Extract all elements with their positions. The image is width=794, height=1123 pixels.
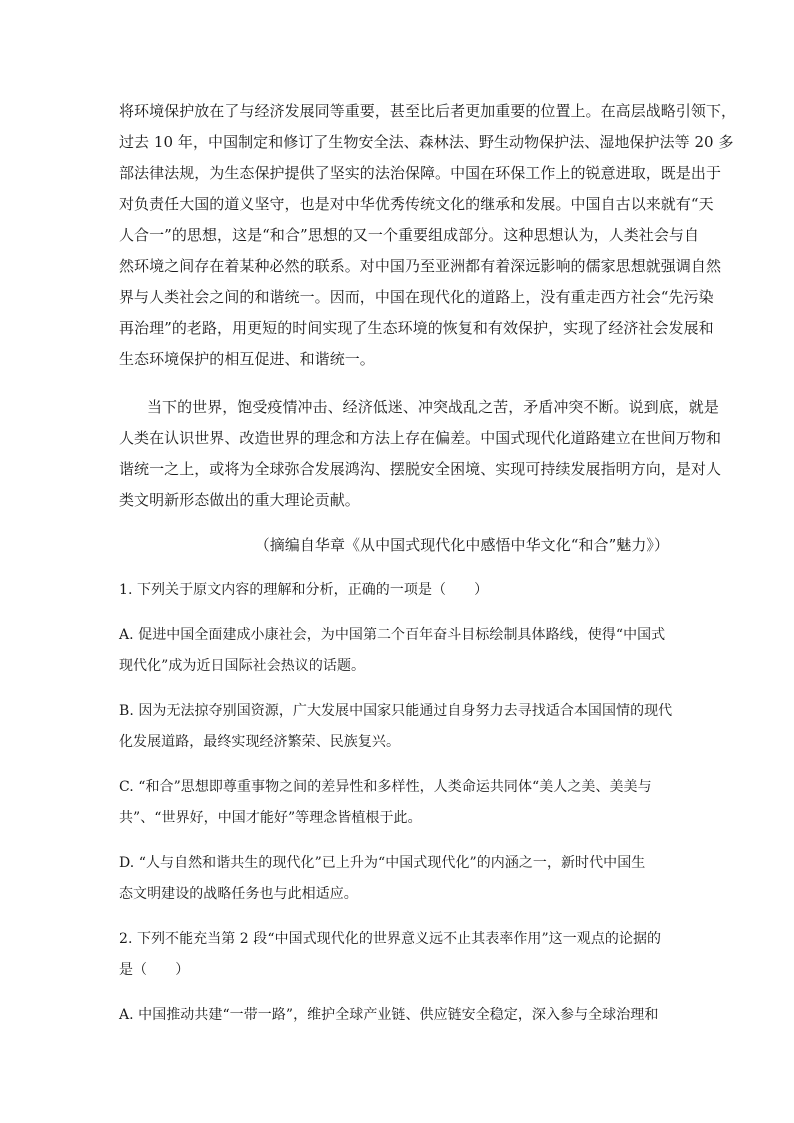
option-line: A. 中国推动共建“一带一路”，维护全球产业链、供应链安全稳定，深入参与全球治理和 [119,1007,659,1023]
question-stem: 是（ ） [119,962,190,978]
text-line: 然环境之间存在着某种必然的联系。对中国乃至亚洲都有着深远影响的儒家思想就强调自然 [119,257,722,275]
option-line: B. 因为无法掠夺别国资源，广大发展中国家只能通过自身努力去寻找适合本国国情的现代 [119,703,673,719]
text-line: 人合一”的思想，这是“和合”思想的又一个重要组成部分。这种思想认为，人类社会与自 [119,226,700,244]
text-line: 再治理”的老路，用更短的时间实现了生态环境的恢复和有效保护，实现了经济社会发展和 [119,319,714,337]
text-line: 界与人类社会之间的和谐统一。因而，中国在现代化的道路上，没有重走西方社会“先污染 [119,288,714,306]
text-line: 部法律法规，为生态保护提供了坚实的法治保障。中国在环保工作上的锐意进取，既是出于 [119,164,722,182]
option-line: A. 促进中国全面建成小康社会，为中国第二个百年奋斗目标绘制具体路线，使得“中国式 [119,627,666,643]
text-line: 对负责任大国的道义坚守，也是对中华优秀传统文化的继承和发展。中国自古以来就有“天 [119,195,714,213]
option-line: 共”、“世界好，中国才能好”等理念皆植根于此。 [119,810,422,826]
text-line: 将环境保护放在了与经济发展同等重要，甚至比后者更加重要的位置上。在高层战略引领下， [119,102,737,120]
option-line: 现代化”成为近日国际社会热议的话题。 [119,658,366,674]
option-line: C. “和合”思想即尊重事物之间的差异性和多样性，人类命运共同体“美人之美、美美与 [119,779,652,795]
option-line: 态文明建设的战略任务也与此相适应。 [119,886,358,902]
question-stem: 2. 下列不能充当第 2 段“中国式现代化的世界意义远不止其表率作用”这一观点的论据的 [119,931,662,947]
option-line: 化发展道路，最终实现经济繁荣、民族复兴。 [119,734,400,750]
option-line: D. “人与自然和谐共生的现代化”已上升为“中国式现代化”的内涵之一，新时代中国生 [119,855,646,871]
text-line: 生态环境保护的相互促进、和谐统一。 [119,350,375,368]
text-line: 谐统一之上，或将为全球弥合发展鸿沟、摆脱安全困境、实现可持续发展指明方向，是对人 [119,460,722,478]
text-line: 过去 10 年，中国制定和修订了生物安全法、森林法、野生动物保护法、湿地保护法等 20 多 [119,133,734,151]
source-citation: （摘编自华章《从中国式现代化中感悟中华文化“和合”魅力》） [254,536,669,554]
text-line: 当下的世界，饱受疫情冲击、经济低迷、冲突战乱之苦，矛盾冲突不断。说到底，就是 [147,398,719,416]
question-stem: 1. 下列关于原文内容的理解和分析，正确的一项是（ ） [119,582,489,598]
text-line: 类文明新形态做出的重大理论贡献。 [119,491,360,509]
text-line: 人类在认识世界、改造世界的理念和方法上存在偏差。中国式现代化道路建立在世间万物和 [119,429,722,447]
